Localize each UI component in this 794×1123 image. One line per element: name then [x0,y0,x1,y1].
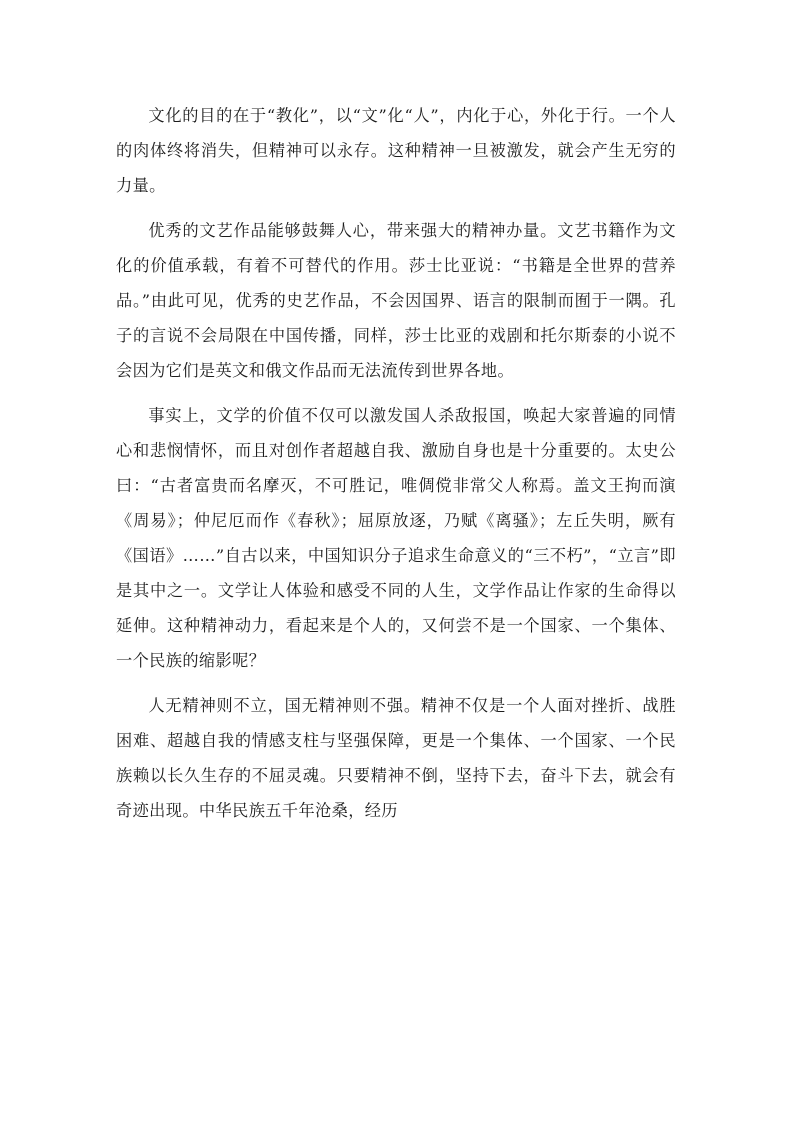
paragraph-4: 人无精神则不立，国无精神则不强。精神不仅是一个人面对挫折、战胜困难、超越自我的情感支柱与坚强保障，更是一个集体、一个国家、一个民族赖以长久生存的不屈灵魂。只要精神不倒，坚持下去，奋斗下去，就会有奇迹出现。中华民族五千年沧桑，经历 [116,696,676,820]
paragraph-2: 优秀的文艺作品能够鼓舞人心，带来强大的精神办量。文艺书籍作为文化的价值承载，有着不可替代的作用。莎士比亚说：“书籍是全世界的营养品。”由此可见，优秀的史艺作品，不会因国界、语言的限制而囿于一隅。孔子的言说不会局限在中国传播，同样，莎士比亚的戏剧和托尔斯泰的小说不会因为它们是英文和俄文作品而无法流传到世界各地。 [116,221,676,380]
document-body [116,98,676,838]
paragraph-3: 事实上，文学的价值不仅可以激发国人杀敌报国，唤起大家普遍的同情心和悲悯情怀，而且对创作者超越自我、激励自身也是十分重要的。太史公曰：“古者富贵而名摩灭，不可胜记，唯倜傥非常父人称焉。盖文王拘而演《周易》；仲尼厄而作《春秋》；屈原放逐，乃赋《离骚》；左丘失明，厥有《国语》……”自古以来，中国知识分子追求生命意义的“三不朽”，“立言”即是其中之一。文学让人体验和感受不同的人生，文学作品让作家的生命得以延伸。这种精神动力，看起来是个人的，又何尝不是一个国家、一个集体、一个民族的缩影呢？ [116,406,676,670]
paragraph-1: 文化的目的在于“教化”，以“文”化“人”，内化于心，外化于行。一个人的肉体终将消失，但精神可以永存。这种精神一旦被激发，就会产生无穷的力量。 [116,106,676,195]
